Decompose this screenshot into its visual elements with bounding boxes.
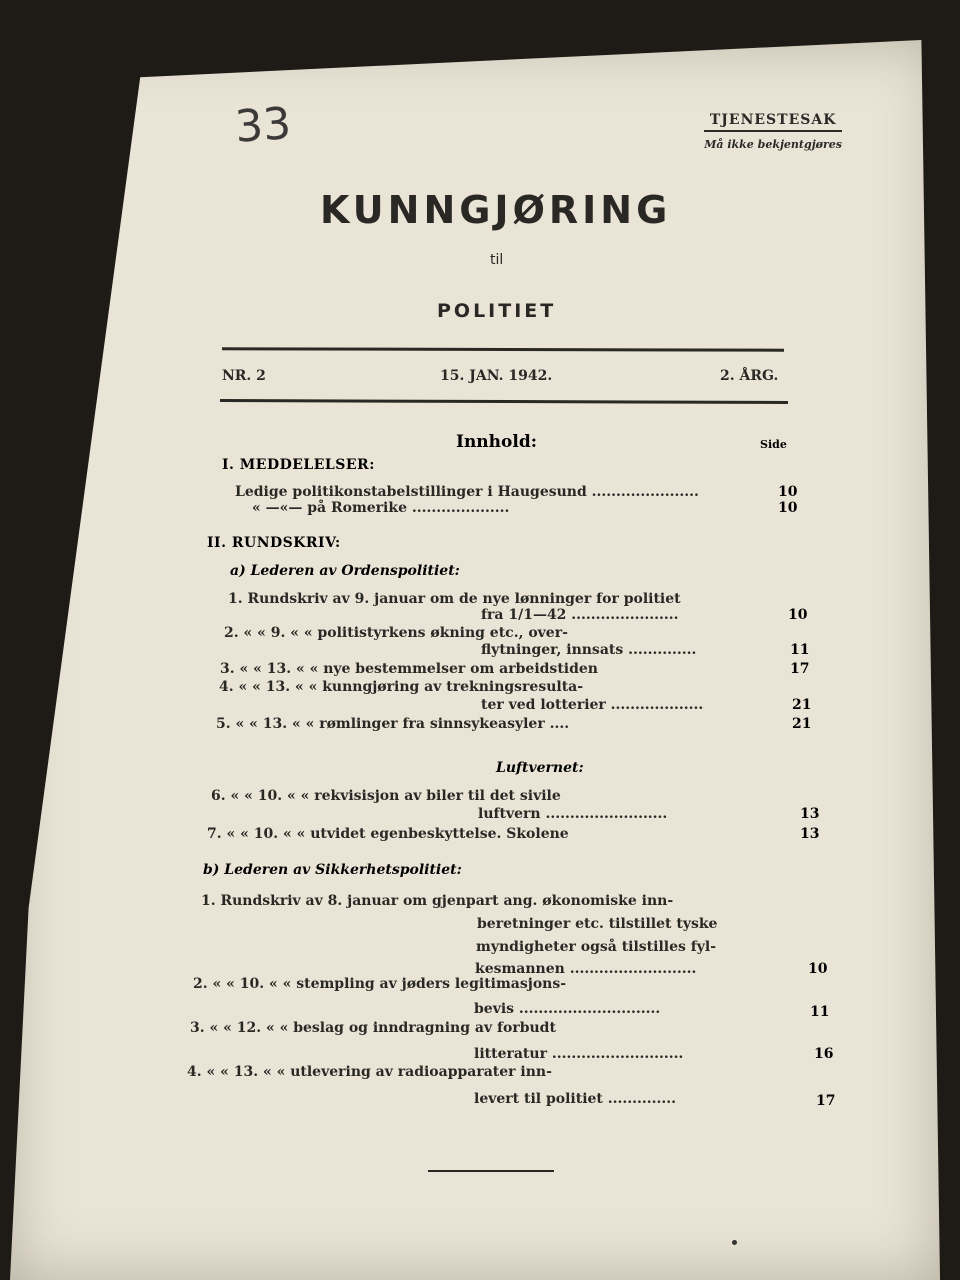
page-number: 16 (814, 1046, 834, 1062)
list-item: 6. « « 10. « « rekvisisjon av biler til det sivile (211, 788, 561, 804)
issue-number: NR. 2 (222, 368, 266, 384)
confidential-stamp (704, 112, 842, 151)
page-number: 11 (790, 642, 810, 658)
page-number: 17 (790, 661, 810, 677)
section-2-title: II. RUNDSKRIV: (207, 535, 341, 551)
page-number: 10 (778, 484, 798, 500)
list-item: 7. « « 10. « « utvidet egenbeskyttelse. Skolene (207, 826, 569, 842)
page-number: 10 (778, 500, 798, 516)
list-item: 4. « « 13. « « kunngjøring av trekningsresulta- (219, 679, 584, 695)
luftvernet-title: Luftvernet: (496, 760, 584, 776)
list-item: Ledige politikonstabelstillinger i Haugesund ...................... (235, 484, 699, 500)
document-subtitle: POLITIET (437, 300, 557, 322)
page-number: 21 (792, 697, 812, 713)
paper-speck (732, 1240, 737, 1245)
footer-rule (428, 1170, 554, 1172)
list-item: 1. Rundskriv av 9. januar om de nye lønninger for politiet (228, 591, 681, 607)
page-number: 10 (808, 961, 828, 977)
section-1-title: I. MEDDELELSER: (222, 457, 375, 473)
contents-title: Innhold: (456, 432, 537, 452)
page-number: 21 (792, 716, 812, 732)
list-item: 2. « « 10. « « stempling av jøders legitimasjons- (193, 976, 567, 992)
stamp-line-2: Må ikke bekjentgjøres (704, 138, 842, 151)
list-item-cont: luftvern ......................... (478, 806, 668, 822)
list-item-cont: ter ved lotterier ................... (481, 697, 704, 713)
page-column-label: Side (760, 438, 787, 451)
list-item-cont: bevis ............................. (474, 1001, 661, 1017)
list-item-cont: myndigheter også tilstilles fyl- (476, 939, 717, 955)
list-item-cont: kesmannen .......................... (475, 961, 697, 977)
list-item-cont: beretninger etc. tilstillet tyske (477, 916, 718, 932)
page-number: 17 (816, 1093, 836, 1109)
list-item: 5. « « 13. « « rømlinger fra sinnsykeasyler .... (216, 716, 570, 732)
list-item: 4. « « 13. « « utlevering av radioapparater inn- (187, 1064, 552, 1080)
issue-date: 15. JAN. 1942. (440, 368, 553, 384)
list-item: 2. « « 9. « « politistyrkens økning etc., over- (224, 625, 568, 641)
list-item-cont: litteratur ........................... (474, 1046, 684, 1062)
page-number: 10 (788, 607, 808, 623)
list-item: « —«— på Romerike .................... (252, 500, 510, 516)
issue-year: 2. ÅRG. (720, 368, 779, 384)
list-item: 3. « « 12. « « beslag og inndragning av forbudt (190, 1020, 556, 1036)
list-item: 1. Rundskriv av 8. januar om gjenpart ang. økonomiske inn- (201, 893, 674, 909)
list-item-cont: levert til politiet .............. (474, 1091, 676, 1107)
subsection-a-title: a) Lederen av Ordenspolitiet: (230, 563, 460, 579)
list-item-cont: flytninger, innsats .............. (481, 642, 697, 658)
page-number: 13 (800, 806, 820, 822)
document-title: KUNNGJØRING (320, 188, 672, 232)
stamp-line-1: TJENESTESAK (704, 112, 842, 132)
subsection-b-title: b) Lederen av Sikkerhetspolitiet: (203, 862, 462, 878)
page-number: 11 (810, 1004, 830, 1020)
title-til: til (490, 252, 504, 268)
handwritten-number: 33 (233, 98, 293, 153)
list-item-cont: fra 1/1—42 ...................... (481, 607, 679, 623)
page-number: 13 (800, 826, 820, 842)
list-item: 3. « « 13. « « nye bestemmelser om arbeidstiden (220, 661, 598, 677)
